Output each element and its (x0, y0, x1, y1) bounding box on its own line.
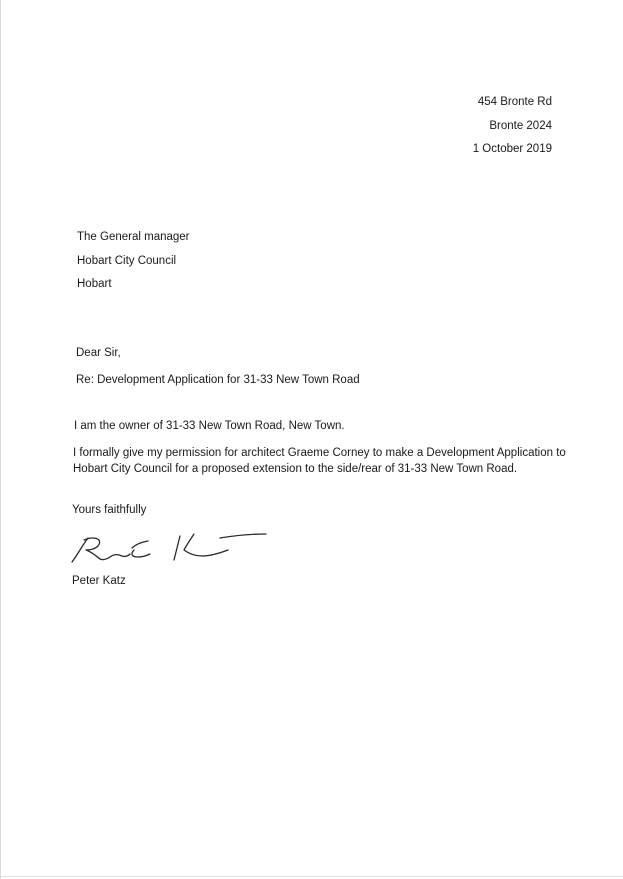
recipient-line1: The General manager (77, 231, 190, 243)
signatory-name: Peter Katz (72, 575, 126, 587)
page-bottom-edge (0, 876, 623, 877)
subject-line: Re: Development Application for 31-33 New Town Road (76, 374, 360, 386)
body-paragraph-1: I am the owner of 31-33 New Town Road, New Town. (74, 420, 345, 432)
handwritten-signature (70, 526, 270, 572)
letter-date: 1 October 2019 (472, 143, 552, 155)
recipient-line2: Hobart City Council (77, 255, 177, 267)
sender-address-line2: Bronte 2024 (489, 120, 552, 132)
closing: Yours faithfully (72, 504, 147, 516)
page-left-edge (0, 0, 1, 879)
salutation: Dear Sir, (76, 347, 121, 359)
body-paragraph-2-line-1: I formally give my permission for architect Graeme Corney to make a Development Application to (73, 447, 566, 459)
body-paragraph-2-line-2: Hobart City Council for a proposed extension to the side/rear of 31-33 New Town Road. (73, 463, 518, 475)
recipient-line3: Hobart (77, 278, 112, 290)
sender-address-line1: 454 Bronte Rd (477, 96, 552, 108)
